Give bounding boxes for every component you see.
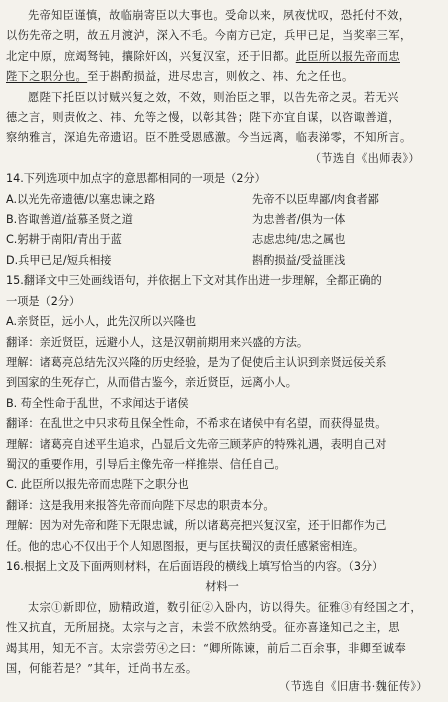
option-a-text: A.以光先帝遗德/以塞忠谏之路 xyxy=(6,192,156,206)
option-b-text: 先帝不以臣卑鄙/肉食者鄙 xyxy=(252,192,379,206)
option-b-title: B. 苟全性命于乱世，不求闻达于诸侯 xyxy=(6,396,189,410)
material-line: 太宗①新即位，励精政道，数引征②入卧内，访以得失。征雅③有经国之才， xyxy=(28,600,422,614)
option-row xyxy=(6,190,438,210)
option-b-text: 斟酌损益/受益匪浅 xyxy=(252,253,346,267)
question-14 xyxy=(6,169,438,271)
option-row xyxy=(6,251,438,271)
option-a-title: A.亲贤臣，远小人，此先汉所以兴隆也 xyxy=(6,315,197,329)
option-a-understanding: 到国家的生死存亡，从而借古鉴今，亲近贤臣，远离小人。 xyxy=(6,376,297,390)
passage xyxy=(6,6,438,169)
option-b-understanding: 蜀汉的重要作用，引导后主像先帝一样推崇、信任自己。 xyxy=(6,457,286,471)
question-stem: 一项是（2分） xyxy=(6,294,81,308)
option-row xyxy=(6,210,438,230)
passage-line xyxy=(6,47,438,67)
option-row xyxy=(6,230,438,250)
option-b-text: 志虑忠纯/忠之属也 xyxy=(252,233,346,247)
option-b-understanding: 理解：诸葛亮自述平生追求，凸显后文先帝三顾茅庐的特殊礼遇，表明自己对 xyxy=(6,437,387,451)
underlined-sentence: 陛下之职分也。 xyxy=(6,70,88,84)
option-c-title: C. 此臣所以报先帝而忠陛下之职分也 xyxy=(6,478,189,492)
option-a-translation: 翻译：亲近贤臣，远避小人，这是汉朝前期用来兴盛的方法。 xyxy=(6,335,309,349)
passage-line: 愿陛下托臣以讨贼兴复之效，不效，则治臣之罪，以告先帝之灵。若无兴 xyxy=(28,90,399,104)
option-b-translation: 翻译：在乱世之中只求苟且保全性命，不希求在诸侯中有名望，而获得显贵。 xyxy=(6,417,387,431)
option-c-understanding: 任。他的忠心不仅出于个人知恩图报，更与匡扶蜀汉的责任感紧密相连。 xyxy=(6,539,365,553)
passage-line: 德之言，则责攸之、祎、允等之慢，以彰其咎；陛下亦宜自谋，以咨诹善道， xyxy=(6,111,400,125)
material-line: 国，何能若是？”其年，迁尚书左丞。 xyxy=(6,662,198,675)
option-a-understanding: 理解：诸葛亮总结先汉兴隆的历史经验，是为了促使后主认识到亲贤远佞关系 xyxy=(6,355,387,369)
passage-text: 至于斟酌损益，进尽忠言，则攸之、祎、允之任也。 xyxy=(87,70,354,84)
passage-line: 先帝知臣谨慎，故临崩寄臣以大事也。受命以来，夙夜忧叹，恐托付不效， xyxy=(28,9,411,22)
material-line: 性又抗直，无所屈挠。太宗与之言，未尝不欣然纳受。征亦喜逢知己之主，思 xyxy=(6,621,400,635)
option-c-understanding: 理解：因为对先帝和陛下无限忠诚，所以诸葛亮把兴复汉室，还于旧都作为己 xyxy=(6,519,387,533)
passage-line: 以伤先帝之明，故五月渡泸，深入不毛。今南方已定，兵甲已足，当奖率三军， xyxy=(6,29,412,43)
question-15 xyxy=(6,271,438,557)
question-stem: 14.下列选项中加点字的意思都相同的一项是（2分） xyxy=(6,172,266,186)
option-a-text: B.咨诹善道/益慕圣贤之道 xyxy=(6,213,133,227)
option-a-text: C.躬耕于南阳/青出于蓝 xyxy=(6,233,122,247)
option-a-text: D.兵甲已足/短兵相接 xyxy=(6,253,112,267)
option-b-text: 为忠善者/俱为一体 xyxy=(252,213,346,227)
underlined-sentence: 此臣所以报先帝而忠 xyxy=(295,49,400,63)
passage-source: （节选自《出师表》） xyxy=(309,151,420,165)
passage-line xyxy=(6,67,438,87)
passage-line: 察纳雅言，深追先帝遗诏。臣不胜受恩感激。今当远离，临表涕零，不知所言。 xyxy=(6,131,412,145)
option-c-translation: 翻译：这是我用来报答先帝而向陛下尽忠的职责本分。 xyxy=(6,498,275,512)
material-source: （节选自《旧唐书·魏征传》） xyxy=(279,680,428,693)
question-stem: 16.根据上文及下面两则材料，在后面语段的横线上填写恰当的内容。（3分） xyxy=(6,559,384,573)
question-16 xyxy=(6,557,438,679)
passage-text: 北定中原，庶竭驽钝，攘除奸凶，兴复汉室，还于旧都。 xyxy=(6,49,296,63)
material-title: 材料一 xyxy=(205,580,239,594)
question-stem: 15.翻译文中三处画线语句，并依据上下文对其作出进一步理解，全都正确的 xyxy=(6,274,382,288)
material-line: 竭其用，知无不言。太宗尝劳④之曰：“卿所陈谏，前后二百余事，非卿至诚奉 xyxy=(6,641,407,655)
